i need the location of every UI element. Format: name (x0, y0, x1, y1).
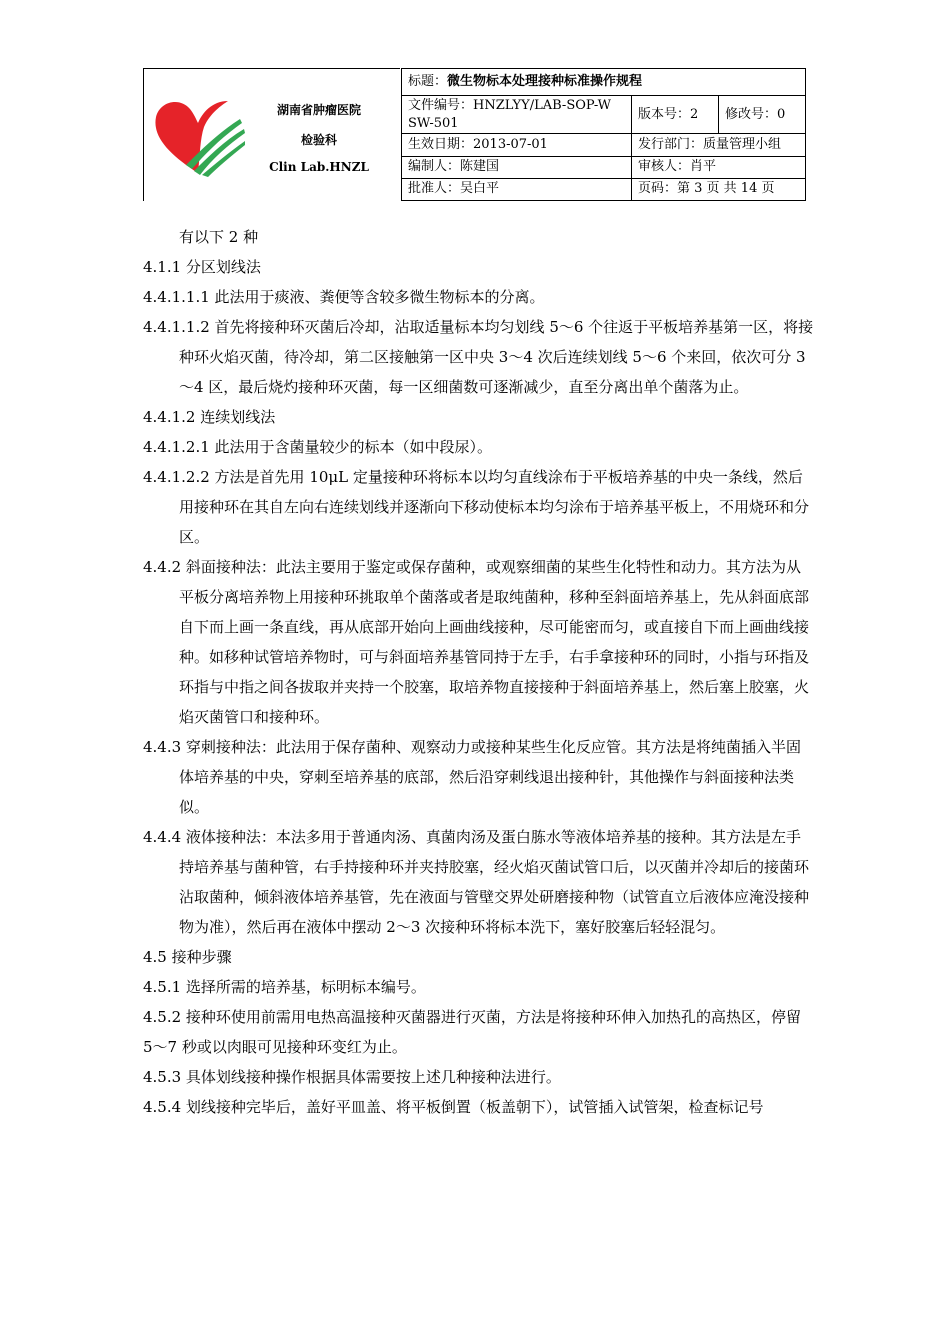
doc-number-line2: SW-501 (408, 116, 459, 132)
paragraph: 4.4.1.2.2 方法是首先用 10μL 定量接种环将标本以均匀直线涂布于平板培养基的中央一条线，然后用接种环在其自左向右连续划线并逐渐向下移动使标本均匀涂布于培养基平板上，不用烧环和分区。 (143, 468, 810, 546)
document-body (143, 222, 815, 1122)
paragraph: 4.4.2 斜面接种法：此法主要用于鉴定或保存菌种，或观察细菌的某些生化特性和动力。其方法为从平板分离培养物上用接种环挑取单个菌落或者是取纯菌种，移种至斜面培养基上，先从斜面底部自下而上画一条直线，再从底部开始向上画曲线接种，尽可能密而匀，或直接自下而上画曲线接种。如移种试管培养物时，可与斜面培养基管同持于左手，右手拿接种环的同时，小指与环指及环指与中指之间各拔取并夹持一个胶塞，取培养物直接接种于斜面培养基上，然后塞上胶塞，火焰灭菌管口和接种环。 (143, 558, 810, 726)
header-info-table (401, 68, 806, 201)
version-cell: 版本号：2 (632, 96, 719, 134)
doc-number-line1: HNZLYY/LAB-SOP-W (473, 98, 611, 114)
document-title: 微生物标本处理接种标准操作规程 (447, 74, 643, 90)
title-cell (402, 69, 806, 96)
effective-date-cell: 生效日期：2013-07-01 (402, 134, 632, 156)
lab-name: Clin Lab.HNZL (269, 160, 369, 174)
approver-cell: 批准人：吴白平 (402, 178, 632, 200)
revision-cell: 修改号：0 (719, 96, 806, 134)
page-info-cell: 页码：第 3 页 共 14 页 (632, 178, 806, 200)
issuing-dept-cell: 发行部门：质量管理小组 (632, 134, 806, 156)
doc-number-label: 文件编号： (408, 98, 474, 114)
author-cell: 编制人：陈建国 (402, 156, 632, 178)
paragraph: 4.4.4 液体接种法：本法多用于普通肉汤、真菌肉汤及蛋白胨水等液体培养基的接种。其方法是左手持培养基与菌种管，右手持接种环并夹持胶塞，经火焰灭菌试管口后，以灭菌并冷却后的接菌环沾取菌种，倾斜液体培养基管，先在液面与管壁交界处研磨接种物（试管直立后液体应淹没接种物为准），然后再在液体中摆动 2～3 次接种环将标本洗下，塞好胶塞后轻轻混匀。 (143, 828, 810, 936)
doc-number-cell (402, 96, 632, 134)
document-header (143, 68, 805, 201)
paragraph: 4.4.3 穿刺接种法：此法用于保存菌种、观察动力或接种某些生化反应管。其方法是将纯菌插入半固体培养基的中央，穿刺至培养基的底部，然后沿穿刺线退出接种针，其他操作与斜面接种法类似。 (143, 738, 801, 816)
section-heading: 4.5 接种步骤 (143, 948, 232, 966)
logo-block (143, 68, 400, 201)
title-label: 标题： (408, 74, 448, 90)
paragraph: 4.4.1.2.1 此法用于含菌量较少的标本（如中段尿）。 (143, 438, 493, 456)
paragraph: 4.5.1 选择所需的培养基，标明标本编号。 (143, 978, 426, 996)
paragraph: 4.4.1.1.2 首先将接种环灭菌后冷却，沾取适量标本均匀划线 5～6 个往返于平板培养基第一区，将接种环火焰灭菌，待冷却，第二区接触第一区中央 3～4 次后连续划线 5～6 个来回，依次可分 3～4 区，最后烧灼接种环灭菌，每一区细菌数可逐渐减少，直至分离出单个菌落为止。 (143, 318, 814, 396)
section-heading: 4.4.1.2 连续划线法 (143, 408, 276, 426)
hospital-name: 湖南省肿瘤医院 (276, 103, 361, 117)
paragraph: 有以下 2 种 (179, 228, 259, 246)
department-name: 检验科 (300, 133, 337, 147)
section-heading: 4.1.1 分区划线法 (143, 258, 261, 276)
paragraph: 4.4.1.1.1 此法用于痰液、粪便等含较多微生物标本的分离。 (143, 288, 545, 306)
paragraph: 4.5.2 接种环使用前需用电热高温接种灭菌器进行灭菌，方法是将接种环伸入加热孔的高热区，停留 5～7 秒或以肉眼可见接种环变红为止。 (143, 1008, 801, 1056)
paragraph: 4.5.4 划线接种完毕后，盖好平皿盖、将平板倒置（板盖朝下），试管插入试管架，检查标记号 (143, 1098, 764, 1116)
reviewer-cell: 审核人：肖平 (632, 156, 806, 178)
paragraph: 4.5.3 具体划线接种操作根据具体需要按上述几种接种法进行。 (143, 1068, 561, 1086)
hospital-logo-icon (150, 95, 246, 177)
